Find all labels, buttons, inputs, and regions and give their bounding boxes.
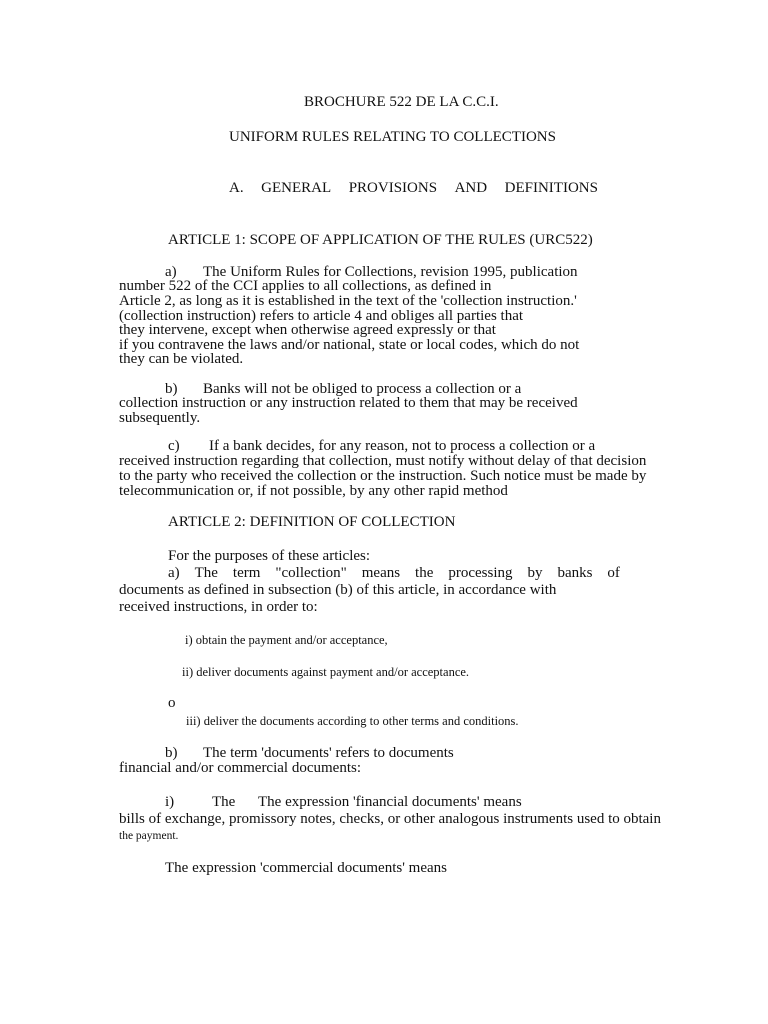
word: The: [194, 565, 218, 581]
section-a-letter: A.: [229, 180, 244, 196]
article1-para-a-line: Article 2, as long as it is established in the text of the 'collection instruction.': [119, 293, 577, 309]
article1-para-a-line: number 522 of the CCI applies to all collections, as defined in: [119, 278, 492, 294]
article1-para-a-line: if you contravene the laws and/or national, state or local codes, which do not: [119, 337, 580, 353]
word: by: [527, 565, 543, 581]
section-a-heading: [229, 181, 598, 196]
article1-para-a-line: (collection instruction) refers to article 4 and obliges all parties that: [119, 308, 524, 324]
article2-intro: For the purposes of these articles:: [168, 548, 371, 564]
article1-para-c-line: received instruction regarding that collection, must notify without delay of that decision: [119, 453, 647, 469]
article1-heading: ARTICLE 1: SCOPE OF APPLICATION OF THE RULES (URC522): [168, 232, 593, 248]
word: term: [232, 565, 261, 581]
word: the: [415, 565, 434, 581]
word: of: [607, 565, 620, 581]
document-title: BROCHURE 522 DE LA C.C.I.: [304, 94, 499, 110]
article1-para-b-line: Banks will not be obliged to process a collection or a: [203, 381, 522, 397]
article2-heading: ARTICLE 2: DEFINITION OF COLLECTION: [168, 514, 456, 530]
article2-sub-i-word: The: [212, 794, 236, 810]
section-a-word: PROVISIONS: [348, 180, 438, 196]
word: a): [168, 565, 180, 581]
article1-para-b-label: b): [165, 381, 178, 397]
article1-para-c-line: telecommunication or, if not possible, by any other rapid method: [119, 483, 508, 499]
article2-item-iii: iii) deliver the documents according to other terms and conditions.: [186, 714, 519, 728]
article1-para-c-line: to the party who received the collection or the instruction. Such notice must be made by: [119, 468, 647, 484]
article2-item-ii: ii) deliver documents against payment and/or acceptance.: [182, 665, 470, 679]
article2-sub-i-text: The expression 'financial documents' means: [258, 794, 522, 810]
article1-para-c-line: If a bank decides, for any reason, not to process a collection or a: [209, 438, 596, 454]
article2-sub-i-label: i): [165, 794, 175, 810]
section-a-word: DEFINITIONS: [504, 180, 598, 196]
article1-para-b-line: collection instruction or any instruction related to them that may be received: [119, 395, 578, 411]
article2-para-a-line: received instructions, in order to:: [119, 599, 318, 615]
article2-sub-i-line: bills of exchange, promissory notes, checks, or other analogous instruments used to obtain: [119, 811, 661, 827]
article1-para-a-label: a): [165, 264, 177, 280]
word: "collection": [275, 565, 347, 581]
article2-para-b-label: b): [165, 745, 178, 761]
article1-para-a-line: they intervene, except when otherwise agreed expressly or that: [119, 322, 496, 338]
article1-para-b-line: subsequently.: [119, 410, 201, 426]
document-subtitle: UNIFORM RULES RELATING TO COLLECTIONS: [229, 129, 556, 145]
article2-or-word: o: [168, 695, 176, 711]
article1-para-a-line: The Uniform Rules for Collections, revision 1995, publication: [203, 264, 578, 280]
article2-para-a-line: documents as defined in subsection (b) of this article, in accordance with: [119, 582, 557, 598]
word: processing: [448, 565, 513, 581]
section-a-word: AND: [454, 180, 488, 196]
article2-para-b-line: The term 'documents' refers to documents: [203, 745, 454, 761]
word: banks: [557, 565, 593, 581]
word: means: [361, 565, 401, 581]
article2-para-b-line: financial and/or commercial documents:: [119, 760, 361, 776]
article1-para-c-label: c): [168, 438, 180, 454]
article1-para-a-line: they can be violated.: [119, 351, 244, 367]
article2-commercial-line: The expression 'commercial documents' means: [165, 860, 447, 876]
article2-item-i: i) obtain the payment and/or acceptance,: [185, 633, 388, 647]
article2-sub-i-line: the payment.: [119, 830, 179, 842]
article2-para-a-first-line: [168, 566, 620, 581]
section-a-word: GENERAL: [261, 180, 332, 196]
